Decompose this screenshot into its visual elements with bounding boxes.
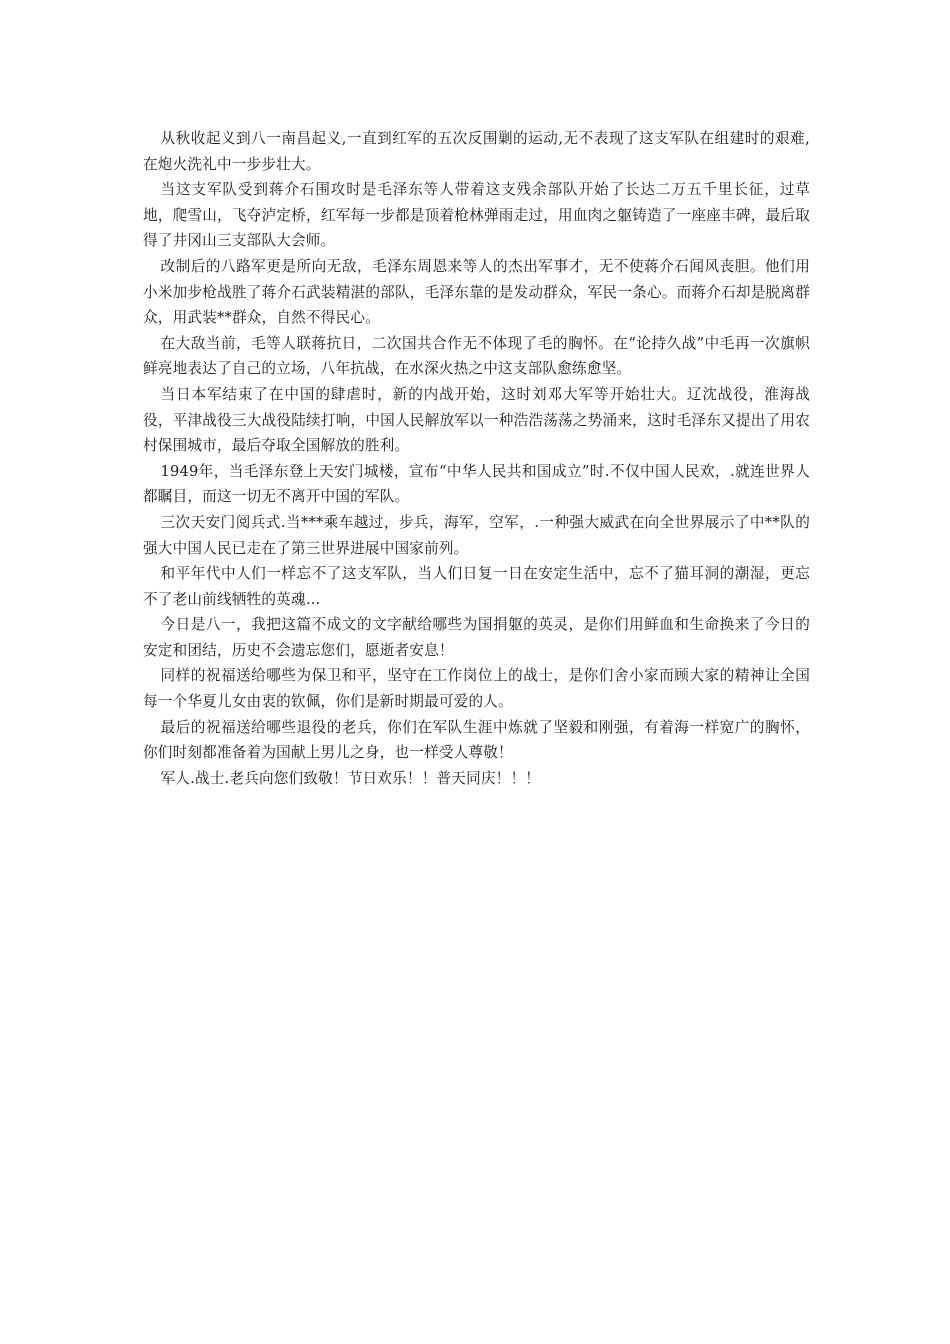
paragraph: 最后的祝福送给哪些退役的老兵，你们在军队生涯中炼就了坚毅和刚强，有着海一样宽广的胸怀，你们时刻都准备着为国献上男儿之身，也一样受人尊敬！: [143, 718, 810, 762]
paragraph: 当日本军结束了在中国的肆虐时，新的内战开始，这时刘邓大军等开始壮大。辽沈战役，淮海战役，平津战役三大战役陆续打响，中国人民解放军以一种浩浩荡荡之势涌来，这时毛泽东又提出了用农村保围城市，最后夺取全国解放的胜利。: [143, 385, 810, 455]
paragraph: 今日是八一，我把这篇不成文的文字献给哪些为国捐躯的英灵，是你们用鲜血和生命换来了今日的安定和团结，历史不会遗忘您们，愿逝者安息！: [143, 616, 810, 659]
paragraph: 1949年，当毛泽东登上天安门城楼，宣布“中华人民共和国成立”时.不仅中国人民欢，.就连世界人都瞩目，而这一切无不离开中国的军队。: [143, 462, 810, 506]
paragraph: 改制后的八路军更是所向无敌，毛泽东周恩来等人的杰出军事才，无不使蒋介石闻风丧胆。他们用小米加步枪战胜了蒋介石武装精湛的部队，毛泽东靠的是发动群众，军民一条心。而蒋介石却是脱离群众，用武装**群众，自然不得民心。: [143, 257, 810, 327]
paragraph: 从秋收起义到八一南昌起义,一直到红军的五次反围剿的运动,无不表现了这支军队在组建时的艰难,在炮火洗礼中一步步壮大。: [143, 130, 810, 173]
paragraph: 在大敌当前，毛等人联蒋抗日，二次国共合作无不体现了毛的胸怀。在“论持久战”中毛再一次旗帜鲜亮地表达了自己的立场，八年抗战，在水深火热之中这支部队愈练愈坚。: [143, 334, 810, 378]
paragraph: 当这支军队受到蒋介石围攻时是毛泽东等人带着这支残余部队开始了长达二万五千里长征，过草地，爬雪山，飞夺泸定桥，红军每一步都是顶着枪林弹雨走过，用血肉之躯铸造了一座座丰碑，最后取得了井冈山三支部队大会师。: [143, 181, 810, 250]
document-body: [143, 126, 810, 791]
paragraph: 三次天安门阅兵式.当***乘车越过，步兵，海军，空军，.一种强大威武在向全世界展示了中**队的强大中国人民已走在了第三世界进展中国家前列。: [143, 513, 810, 557]
paragraph: 和平年代中人们一样忘不了这支军队，当人们日复一日在安定生活中，忘不了猫耳洞的潮湿，更忘不了老山前线牺牲的英魂…: [143, 565, 810, 608]
closing-paragraph: 军人.战士.老兵向您们致敬！节日欢乐！！普天同庆！！！: [160, 769, 541, 787]
paragraph: 同样的祝福送给哪些为保卫和平，坚守在工作岗位上的战士，是你们舍小家而顾大家的精神让全国每一个华夏儿女由衷的钦佩，你们是新时期最可爱的人。: [143, 667, 810, 711]
